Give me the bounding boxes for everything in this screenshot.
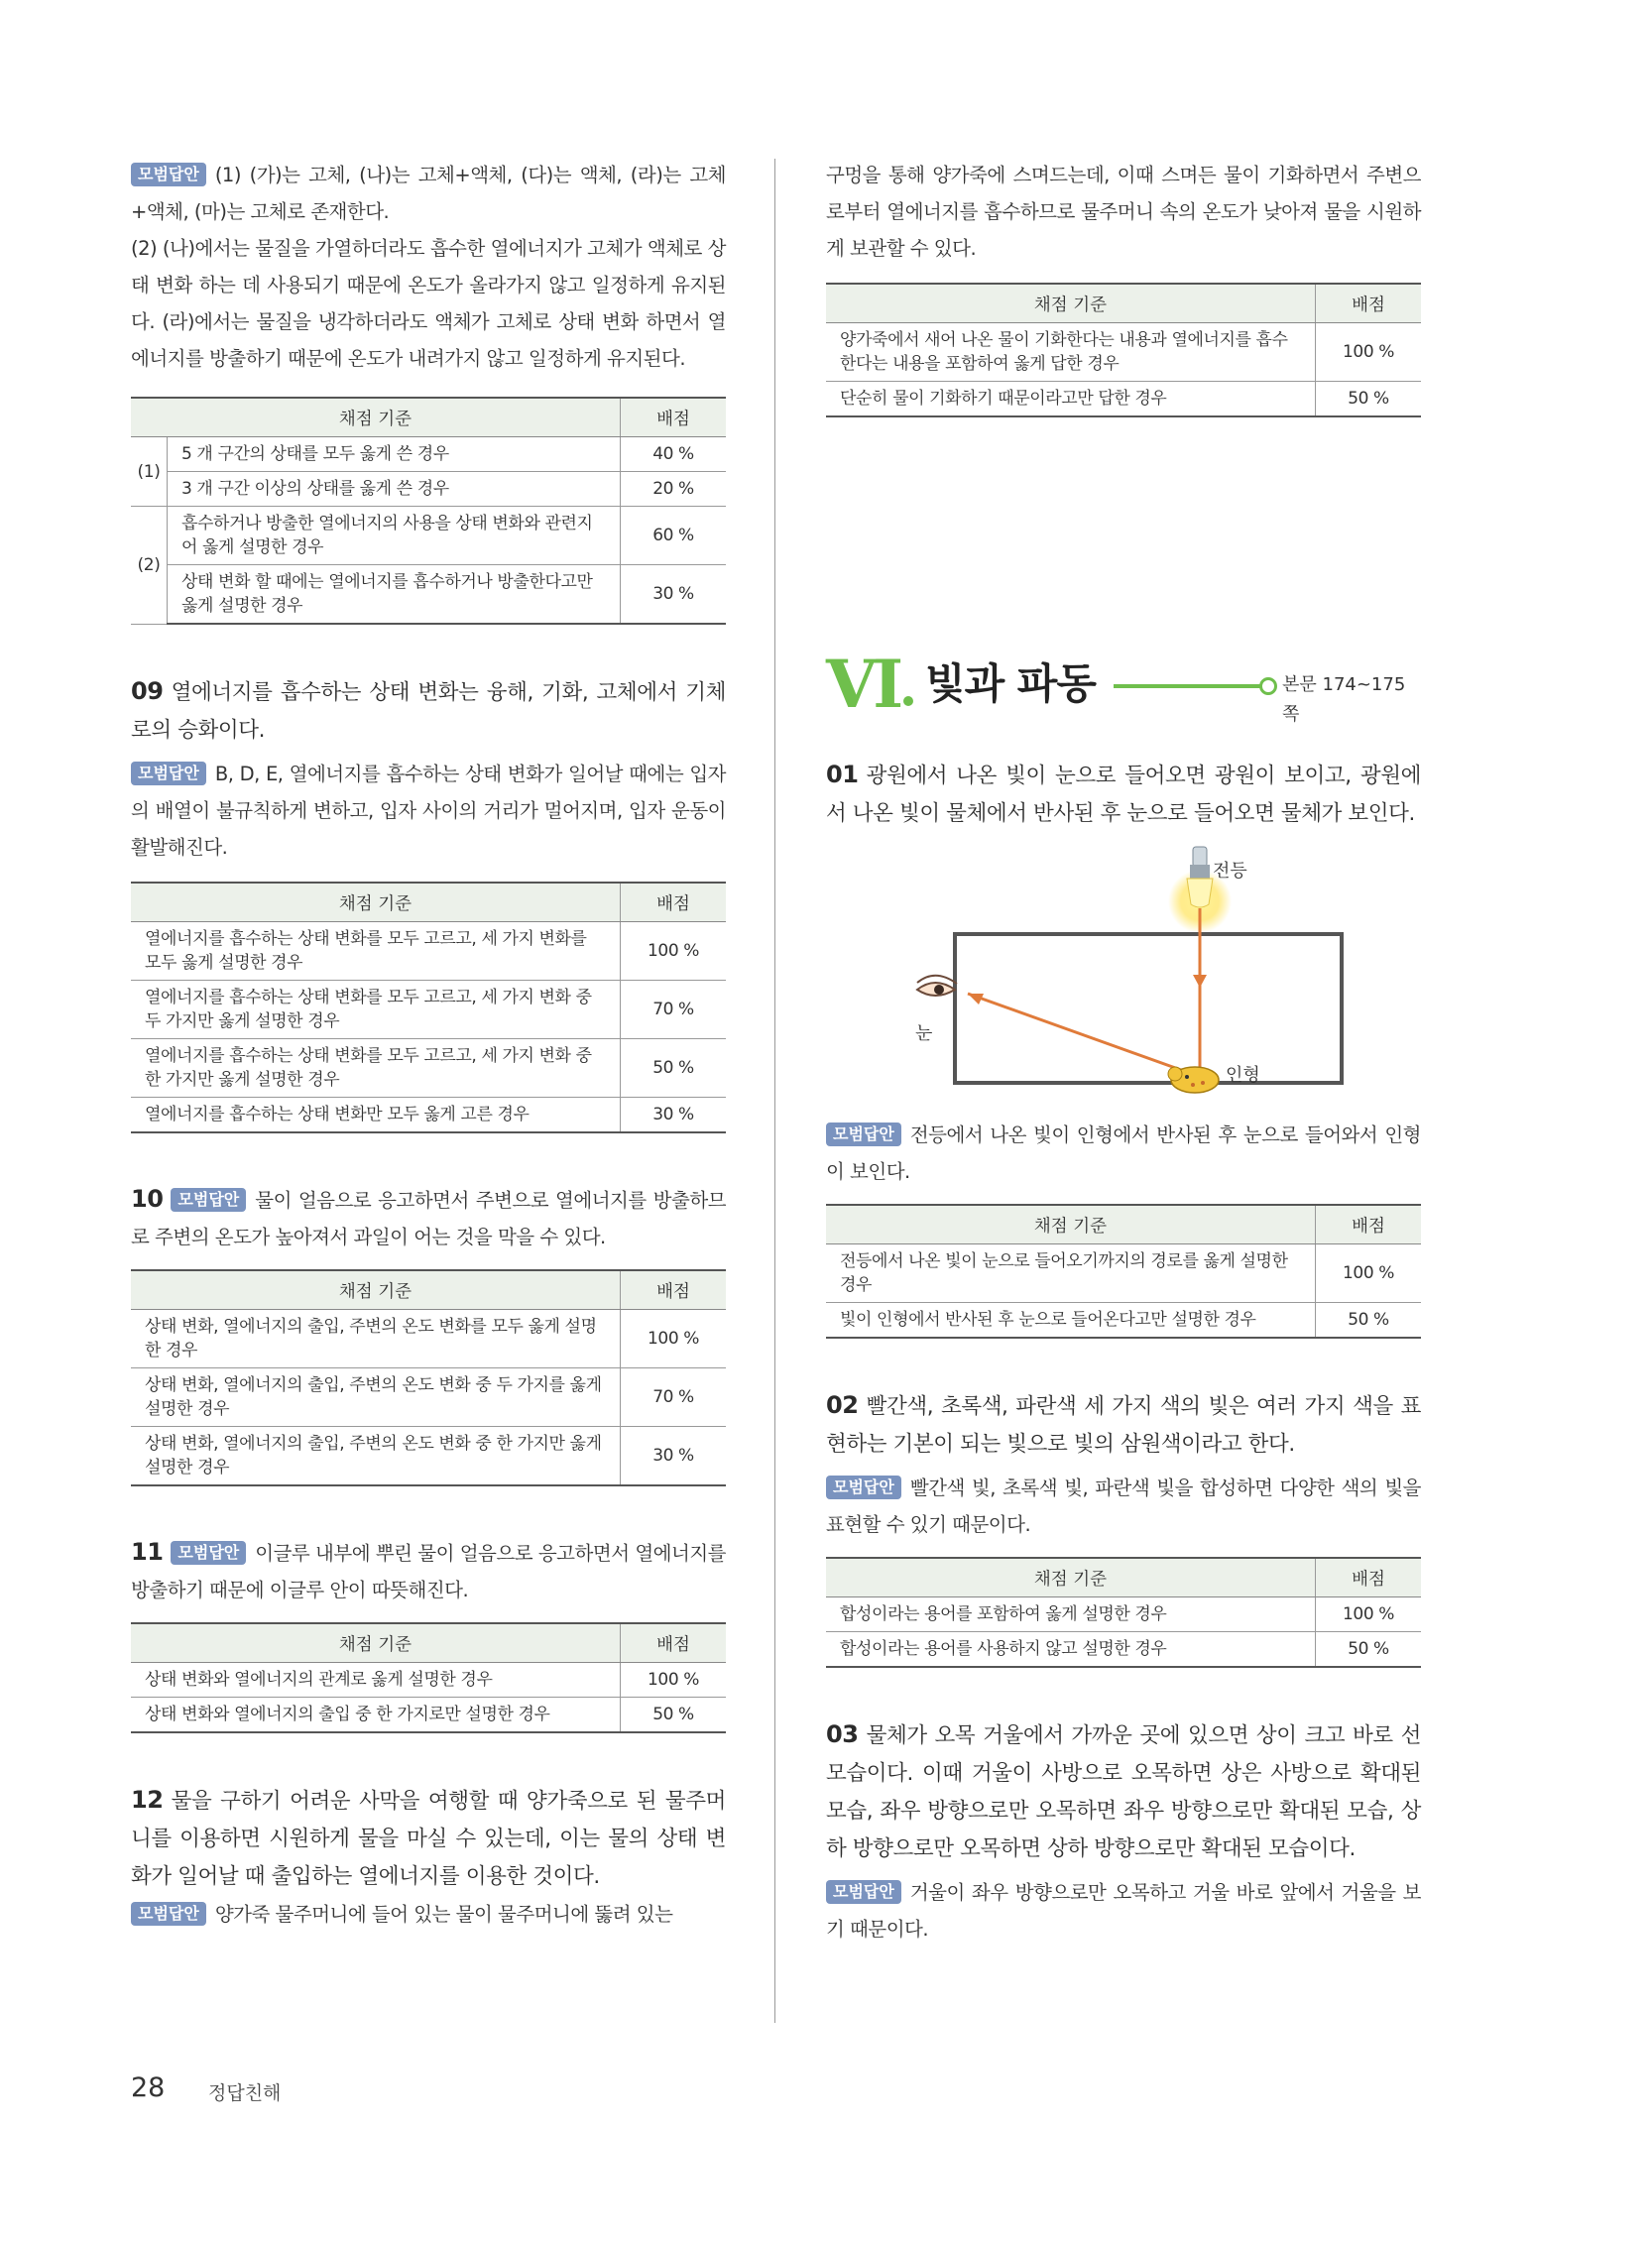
question-number: 11 (131, 1538, 164, 1566)
criteria-cell: 열에너지를 흡수하는 상태 변화를 모두 고르고, 세 가지 변화 중 두 가지만 옳게 설명한 경우 (131, 981, 621, 1039)
criteria-cell: 상태 변화, 열에너지의 출입, 주변의 온도 변화 중 두 가지를 옳게 설명한 경우 (131, 1368, 621, 1427)
table-row (131, 981, 726, 1039)
doll-icon (1168, 1067, 1219, 1093)
question-number: 09 (131, 677, 164, 705)
criteria-header: 채점 기준 (826, 1205, 1316, 1244)
question-number: 02 (826, 1391, 859, 1419)
group-label: (2) (131, 507, 168, 625)
table-row (131, 1663, 726, 1698)
points-cell: 30 % (621, 565, 727, 625)
criteria-cell: 3 개 구간 이상의 상태를 옳게 쓴 경우 (168, 472, 621, 507)
points-cell: 70 % (621, 981, 727, 1039)
points-header: 배점 (1316, 1558, 1422, 1597)
q02-scoring-table (826, 1557, 1421, 1668)
criteria-cell: 빛이 인형에서 반사된 후 눈으로 들어온다고만 설명한 경우 (826, 1303, 1316, 1339)
section-page-ref: 본문 174~175쪽 (1282, 674, 1406, 725)
table-row (131, 1698, 726, 1733)
q12-scoring-table (826, 283, 1421, 417)
points-cell: 20 % (621, 472, 727, 507)
section-roman-numeral: VI (826, 646, 900, 723)
table-row (826, 1303, 1421, 1339)
criteria-cell: 양가죽에서 새어 나온 물이 기화한다는 내용과 열에너지를 흡수한다는 내용을 포함하여 옳게 답한 경우 (826, 323, 1316, 382)
section-title: 빛과 파동 (925, 659, 1096, 708)
q09-question: 09 열에너지를 흡수하는 상태 변화는 융해, 기화, 고체에서 기체로의 승화이다. (131, 677, 726, 743)
model-answer-badge: 모범답안 (131, 762, 206, 785)
model-answer-badge: 모범답안 (131, 163, 206, 186)
q03-question: 03 물체가 오목 거울에서 가까운 곳에 있으면 상이 크고 바로 선 모습이다. 이때 거울이 사방으로 오목하면 상은 사방으로 확대된 모습, 좌우 방향으로만 오목하면 좌우 방향으로만 확대된 모습, 상하 방향으로만 오목하면 상하 방향으로만 확대된 모습이다. (826, 1720, 1421, 1861)
diagram-svg (826, 839, 1421, 1107)
lamp-label: 전등 (1213, 861, 1247, 882)
table-row (826, 382, 1421, 417)
eye-icon (917, 976, 957, 996)
q01-answer: 모범답안 전등에서 나온 빛이 인형에서 반사된 후 눈으로 들어와서 인형이 보인다. (826, 1123, 1421, 1183)
q11-answer: 11 모범답안 이글루 내부에 뿌린 물이 얼음으로 응고하면서 열에너지를 방출하기 때문에 이글루 안이 따뜻해진다. (131, 1538, 726, 1601)
criteria-cell: 합성이라는 용어를 사용하지 않고 설명한 경우 (826, 1632, 1316, 1668)
eye-label: 눈 (915, 1023, 933, 1044)
q02-answer: 모범답안 빨간색 빛, 초록색 빛, 파란색 빛을 합성하면 다양한 색의 빛을 표현할 수 있기 때문이다. (826, 1477, 1421, 1536)
ray-arrow-down (1193, 975, 1207, 988)
model-answer-badge: 모범답안 (826, 1880, 901, 1904)
q01-question: 01 광원에서 나온 빛이 눈으로 들어오면 광원이 보이고, 광원에서 나온 빛이 물체에서 반사된 후 눈으로 들어오면 물체가 보인다. (826, 761, 1421, 826)
criteria-header: 채점 기준 (826, 284, 1316, 323)
section-dot-icon (903, 696, 913, 706)
group-label: (1) (131, 437, 168, 507)
criteria-cell: 열에너지를 흡수하는 상태 변화만 모두 옳게 고른 경우 (131, 1098, 621, 1133)
points-cell: 30 % (621, 1427, 727, 1486)
left-column (131, 157, 726, 1933)
section-heading (826, 647, 1421, 726)
table-row (131, 565, 726, 625)
q11-scoring-table (131, 1622, 726, 1733)
q10-scoring-table (131, 1269, 726, 1486)
points-cell: 30 % (621, 1098, 727, 1133)
table-row (131, 1427, 726, 1486)
q02-question: 02 빨간색, 초록색, 파란색 세 가지 색의 빛은 여러 가지 색을 표현하는 기본이 되는 빛으로 빛의 삼원색이라고 한다. (826, 1391, 1421, 1457)
model-answer-badge: 모범답안 (826, 1476, 901, 1499)
table-row (826, 1632, 1421, 1668)
points-cell: 100 % (621, 922, 727, 981)
points-header: 배점 (1316, 1205, 1422, 1244)
criteria-cell: 상태 변화, 열에너지의 출입, 주변의 온도 변화 중 한 가지만 옳게 설명한 경우 (131, 1427, 621, 1486)
points-cell: 100 % (621, 1663, 727, 1698)
q08-answer-2: (2) (나)에서는 물질을 가열하더라도 흡수한 열에너지가 고체가 액체로 상태 변화 하는 데 사용되기 때문에 온도가 올라가지 않고 일정하게 유지된다. (라)에서는 물질을 냉각하더라도 액체가 고체로 상태 변화 하면서 열에너지를 방출하기 때문에 온도가 내려가지 않고 일정하게 유지된다. (131, 237, 726, 370)
right-column (826, 157, 1421, 417)
criteria-cell: 전등에서 나온 빛이 눈으로 들어오기까지의 경로를 옳게 설명한 경우 (826, 1244, 1316, 1303)
points-cell: 50 % (1316, 382, 1422, 417)
points-cell: 100 % (1316, 1597, 1422, 1632)
q10-answer: 10 모범답안 물이 얼음으로 응고하면서 주변으로 열에너지를 방출하므로 주변의 온도가 높아져서 과일이 어는 것을 막을 수 있다. (131, 1185, 726, 1248)
reflected-ray (968, 994, 1195, 1075)
model-answer-badge: 모범답안 (131, 1902, 206, 1926)
criteria-cell: 단순히 물이 기화하기 때문이라고만 답한 경우 (826, 382, 1316, 417)
model-answer-badge: 모범답안 (826, 1122, 901, 1146)
points-header: 배점 (621, 398, 727, 437)
table-row (131, 922, 726, 981)
q01-scoring-table (826, 1204, 1421, 1339)
q03-answer: 모범답안 거울이 좌우 방향으로만 오목하고 거울 바로 앞에서 거울을 보기 때문이다. (826, 1881, 1421, 1941)
criteria-cell: 상태 변화, 열에너지의 출입, 주변의 온도 변화를 모두 옳게 설명한 경우 (131, 1310, 621, 1368)
table-row (131, 1368, 726, 1427)
section-rule (1114, 684, 1262, 688)
points-cell: 70 % (621, 1368, 727, 1427)
points-header: 배점 (621, 883, 727, 922)
q08-answer-1: 모범답안 (1) (가)는 고체, (나)는 고체+액체, (다)는 액체, (라)는 고체+액체, (마)는 고체로 존재한다. (131, 164, 726, 223)
points-cell: 50 % (621, 1039, 727, 1098)
q09-scoring-table (131, 882, 726, 1133)
criteria-cell: 합성이라는 용어를 포함하여 옳게 설명한 경우 (826, 1597, 1316, 1632)
criteria-cell: 흡수하거나 방출한 열에너지의 사용을 상태 변화와 관련지어 옳게 설명한 경우 (168, 507, 621, 565)
table-row (826, 1244, 1421, 1303)
question-number: 01 (826, 761, 859, 788)
model-answer-badge: 모범답안 (171, 1541, 246, 1565)
table-row (131, 507, 726, 565)
table-row (131, 1039, 726, 1098)
points-cell: 100 % (1316, 323, 1422, 382)
question-number: 12 (131, 1786, 164, 1814)
table-row (131, 472, 726, 507)
points-cell: 100 % (621, 1310, 727, 1368)
section-circle-icon (1259, 677, 1277, 695)
page-number: 28 (131, 2072, 166, 2103)
doll-label: 인형 (1226, 1065, 1260, 1086)
criteria-cell: 상태 변화와 열에너지의 출입 중 한 가지로만 설명한 경우 (131, 1698, 621, 1733)
right-column-lower (826, 756, 1421, 1948)
points-header: 배점 (621, 1623, 727, 1663)
q12-answer-continued: 구멍을 통해 양가죽에 스며드는데, 이때 스며든 물이 기화하면서 주변으로부터 열에너지를 흡수하므로 물주머니 속의 온도가 낮아져 물을 시원하게 보관할 수 있다. (826, 164, 1421, 260)
points-cell: 60 % (621, 507, 727, 565)
q12-question: 12 물을 구하기 어려운 사막을 여행할 때 양가죽으로 된 물주머니를 이용하면 시원하게 물을 마실 수 있는데, 이는 물의 상태 변화가 일어날 때 출입하는 열에너지를 이용한 것이다. (131, 1786, 726, 1889)
criteria-header: 채점 기준 (826, 1558, 1316, 1597)
points-cell: 50 % (1316, 1303, 1422, 1339)
table-row (826, 1597, 1421, 1632)
criteria-cell: 5 개 구간의 상태를 모두 옳게 쓴 경우 (168, 437, 621, 472)
points-cell: 50 % (1316, 1632, 1422, 1668)
points-cell: 100 % (1316, 1244, 1422, 1303)
criteria-cell: 상태 변화와 열에너지의 관계로 옳게 설명한 경우 (131, 1663, 621, 1698)
criteria-cell: 상태 변화 할 때에는 열에너지를 흡수하거나 방출한다고만 옳게 설명한 경우 (168, 565, 621, 625)
points-cell: 50 % (621, 1698, 727, 1733)
table-row (131, 1098, 726, 1133)
criteria-header: 채점 기준 (131, 1623, 621, 1663)
light-path-diagram (826, 839, 1421, 1107)
question-number: 03 (826, 1720, 859, 1748)
table-row (826, 323, 1421, 382)
model-answer-badge: 모범답안 (171, 1188, 246, 1212)
points-header: 배점 (1316, 284, 1422, 323)
points-header: 배점 (621, 1270, 727, 1310)
criteria-cell: 열에너지를 흡수하는 상태 변화를 모두 고르고, 세 가지 변화를 모두 옳게 설명한 경우 (131, 922, 621, 981)
criteria-cell: 열에너지를 흡수하는 상태 변화를 모두 고르고, 세 가지 변화 중 한 가지만 옳게 설명한 경우 (131, 1039, 621, 1098)
criteria-header: 채점 기준 (131, 398, 621, 437)
footer-label: 정답친해 (208, 2082, 282, 2104)
criteria-header: 채점 기준 (131, 1270, 621, 1310)
table-row (131, 1310, 726, 1368)
points-cell: 40 % (621, 437, 727, 472)
question-number: 10 (131, 1185, 164, 1213)
table-row (131, 437, 726, 472)
q08-scoring-table (131, 397, 726, 625)
criteria-header: 채점 기준 (131, 883, 621, 922)
q12-answer: 모범답안 양가죽 물주머니에 들어 있는 물이 물주머니에 뚫려 있는 (131, 1896, 726, 1933)
column-divider (774, 159, 775, 2023)
q09-answer: 모범답안 B, D, E, 열에너지를 흡수하는 상태 변화가 일어날 때에는 입자의 배열이 불규칙하게 변하고, 입자 사이의 거리가 멀어지며, 입자 운동이 활발해진다. (131, 763, 726, 859)
